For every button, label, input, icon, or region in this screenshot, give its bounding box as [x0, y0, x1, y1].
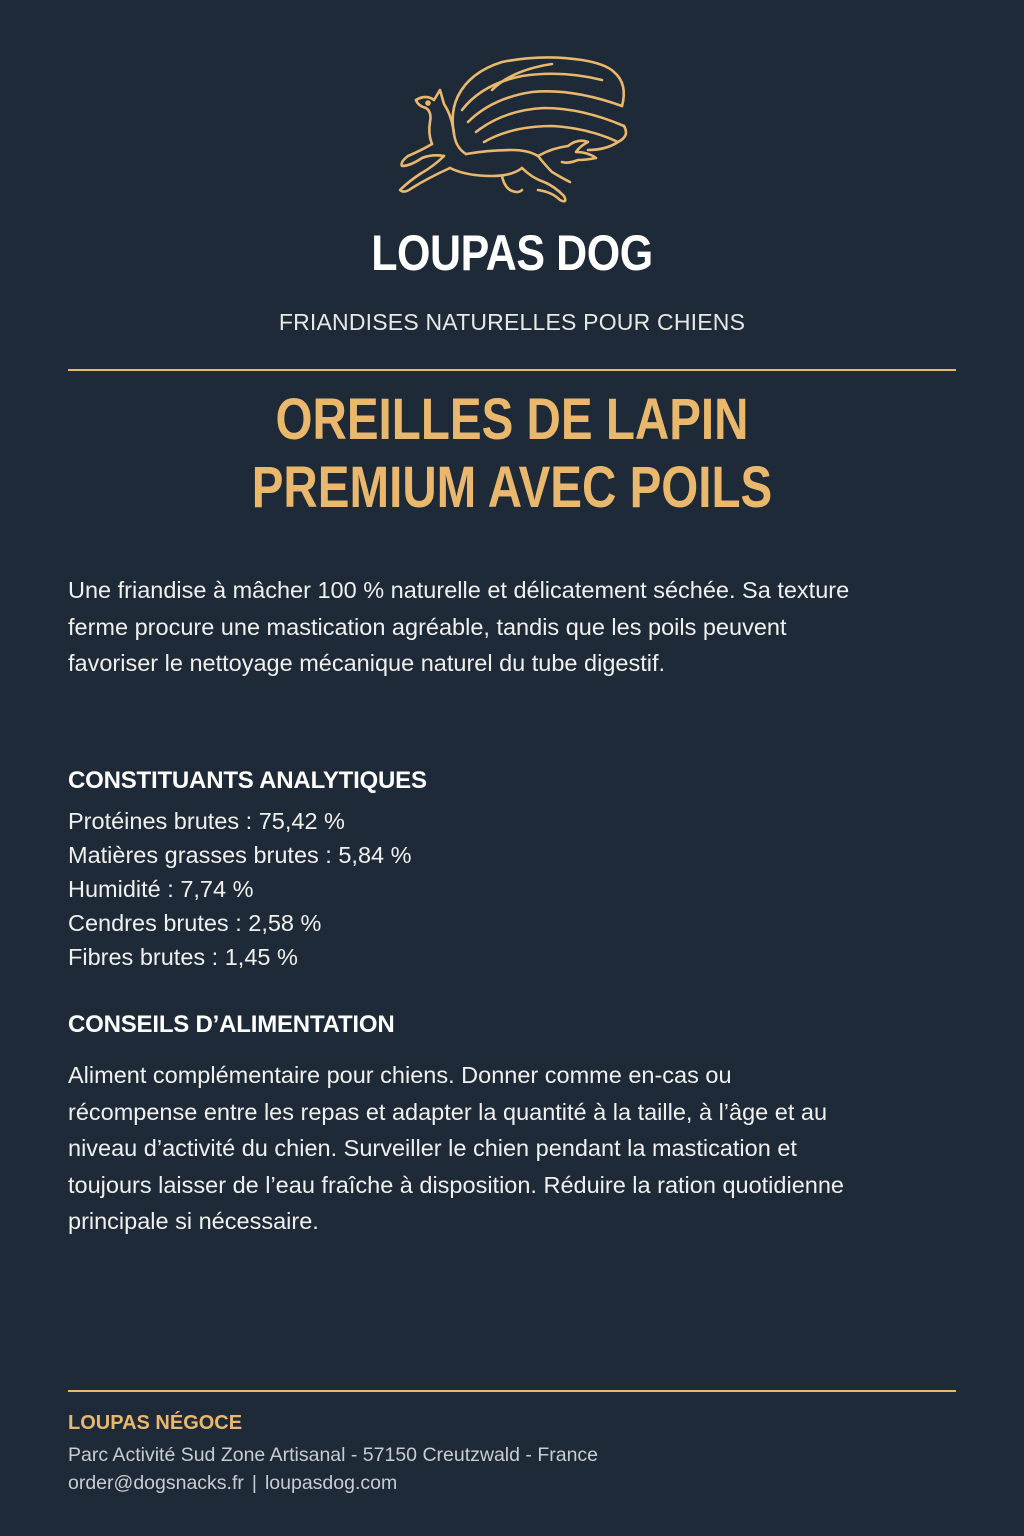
company-contact [68, 1469, 397, 1497]
analytics-item: Cendres brutes : 2,58 % [68, 910, 322, 936]
feeding-line: niveau d’activité du chien. Surveiller le chien pendant la mastication et [68, 1135, 797, 1161]
description-line: ferme procure une mastication agréable, tandis que les poils peuvent [68, 613, 787, 640]
analytics-heading: CONSTITUANTS ANALYTIQUES [68, 767, 427, 794]
description-line: Une friandise à mâcher 100 % naturelle et délicatement séchée. Sa texture [68, 577, 850, 603]
analytics-item: Protéines brutes : 75,42 % [68, 808, 345, 834]
company-name: LOUPAS NÉGOCE [68, 1412, 243, 1434]
analytics-item: Fibres brutes : 1,45 % [68, 944, 298, 970]
analytics-item: Matières grasses brutes : 5,84 % [68, 842, 412, 868]
feeding-line: toujours laisser de l’eau fraîche à disposition. Réduire la ration quotidienne [68, 1171, 844, 1198]
feeding-line: récompense entre les repas et adapter la quantité à la taille, à l’âge et au [68, 1098, 828, 1125]
feeding-heading: CONSEILS D’ALIMENTATION [68, 1011, 395, 1038]
winged-dog-icon [392, 50, 636, 216]
product-description [68, 572, 968, 682]
tagline: FRIANDISES NATURELLES POUR CHIENS [278, 309, 746, 335]
top-divider [68, 369, 956, 371]
analytics-list [68, 804, 768, 974]
product-title-line: PREMIUM AVEC POILS [251, 455, 773, 520]
description-line: favoriser le nettoyage mécanique naturel du tube digestif. [68, 650, 666, 676]
feeding-advice [68, 1057, 968, 1240]
brand-name: LOUPAS DOG [371, 225, 653, 281]
product-title [92, 386, 932, 522]
analytics-item: Humidité : 7,74 % [68, 876, 254, 902]
contact-separator: | [251, 1472, 257, 1494]
feeding-line: Aliment complémentaire pour chiens. Donner comme en-cas ou [68, 1062, 732, 1088]
feeding-line: principale si nécessaire. [68, 1208, 319, 1234]
company-address: Parc Activité Sud Zone Artisanal - 57150 Creutzwald - France [68, 1444, 599, 1466]
email-link[interactable]: order@dogsnacks.fr [68, 1472, 244, 1494]
product-title-line: OREILLES DE LAPIN [275, 387, 749, 452]
bottom-divider [68, 1390, 956, 1392]
website-link[interactable]: loupasdog.com [264, 1472, 398, 1494]
